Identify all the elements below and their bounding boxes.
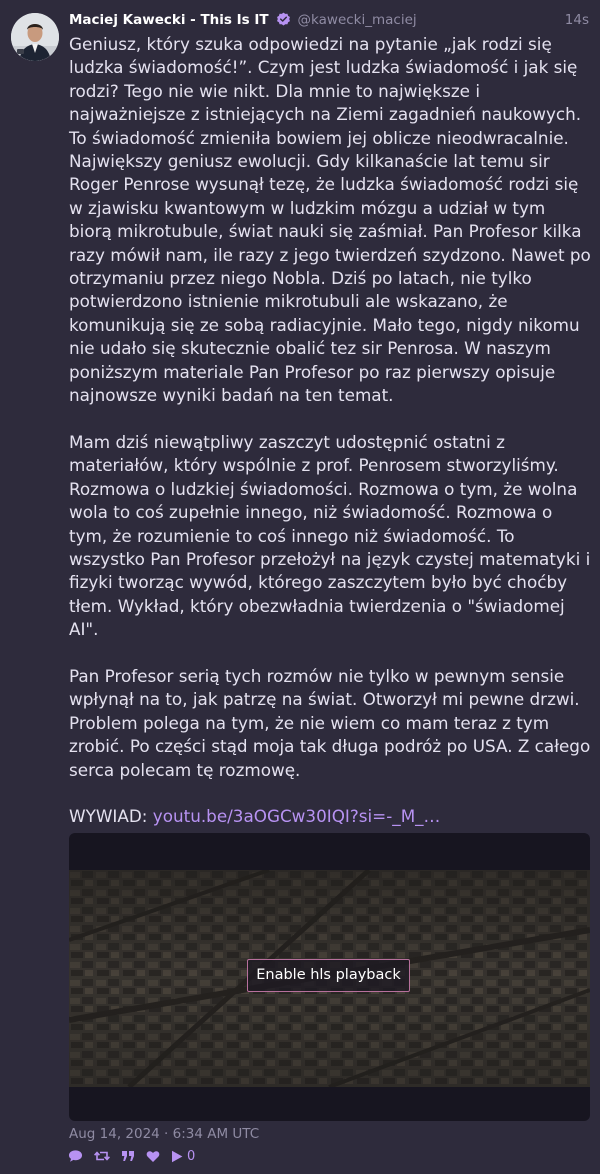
like-button[interactable]	[146, 1150, 160, 1163]
repost-icon	[94, 1149, 110, 1163]
post-timestamp[interactable]: Aug 14, 2024 · 6:34 AM UTC	[69, 1126, 260, 1142]
interview-label: WYWIAD:	[69, 806, 153, 827]
display-name[interactable]: Maciej Kawecki - This Is IT	[69, 12, 269, 28]
verified-badge-icon	[276, 12, 291, 32]
reply-button[interactable]	[68, 1149, 83, 1163]
post-content	[69, 33, 593, 829]
play-count-button[interactable]	[171, 1149, 195, 1164]
post-header	[69, 11, 591, 31]
author-handle[interactable]: @kawecki_maciej	[297, 12, 417, 28]
interview-link[interactable]: youtu.be/3aOGCw30IQI?si=-_M_…	[152, 806, 441, 827]
avatar[interactable]	[11, 13, 59, 61]
quote-button[interactable]	[121, 1150, 135, 1163]
play-count: 0	[187, 1148, 196, 1164]
quote-icon	[121, 1150, 135, 1163]
repost-button[interactable]	[94, 1149, 110, 1163]
play-icon	[171, 1150, 183, 1163]
post-actions	[68, 1146, 206, 1166]
video-player[interactable]	[69, 833, 590, 1121]
reply-icon	[68, 1149, 83, 1163]
post-paragraph: Geniusz, który szuka odpowiedzi na pytanie „jak rodzi się ludzka świadomość!”. Czym jest ludzka świadomość i jak się rodzi? Tego nie wie nikt. Dla mnie to największe i najważniejsze z istniejących na Ziemi zagadnień naukowych. To świadomość zmieniła bowiem jej oblicze nieodwracalnie. Największy geniusz ewolucji. Gdy kilkanaście lat temu sir Roger Penrose wysunął tezę, że ludzka świadomość rodzi się w zjawisku kwantowym w ludzkim mózgu a udział w tym biorą mikrotubule, świat nauki się zaśmiał. Pan Profesor kilka razy mówił nam, ile razy z jego twierdzeń szydzono. Nawet po otrzymaniu przez niego Nobla. Dziś po latach, nie tylko potwierdzono istnienie mikrotubuli ale wskazano, że komunikują się ze sobą radiacyjnie. Mało tego, nigdy nikomu nie udało się skutecznie obalić tez sir Penrosa. W naszym poniższym materiale Pan Profesor po raz pierwszy opisuje najnowsze wyniki badań na ten temat.	[69, 34, 591, 406]
heart-icon	[146, 1150, 160, 1163]
enable-hls-button[interactable]: Enable hls playback	[247, 959, 410, 992]
post-time[interactable]: 14s	[564, 12, 589, 28]
post-paragraph: Pan Profesor serią tych rozmów nie tylko w pewnym sensie wpłynął na to, jak patrzę na świat. Otworzył mi pewne drzwi. Problem polega na tym, że nie wiem co mam teraz z tym zrobić. Po części stąd moja tak długa podróż po USA. Z całego serca polecam tę rozmowę.	[69, 665, 591, 780]
post-paragraph: Mam dziś niewątpliwy zaszczyt udostępnić ostatni z materiałów, który wspólnie z prof. Penrosem stworzyliśmy. Rozmowa o ludzkiej świadomości. Rozmowa o tym, że wolna wola to coś zupełnie innego, niż świadomość. Rozmowa o tym, że rozumienie to coś innego niż świadomość. To wszystko Pan Profesor przełożył na język czystej matematyki i fizyki tworząc wywód, którego zaszczytem było być choćby tłem. Wykład, który obezwładnia twierdzenia o "świadomej AI".	[69, 431, 591, 640]
interview-line	[69, 805, 593, 828]
